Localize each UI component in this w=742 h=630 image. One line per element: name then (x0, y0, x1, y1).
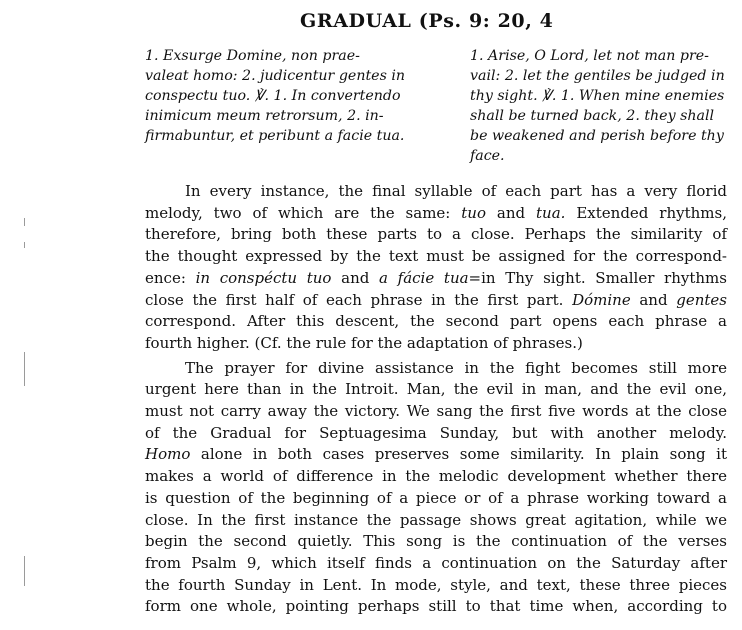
text-line: correspond. After this descent, the second part opens each phrase a (145, 312, 727, 331)
text-line: of the Gradual for Septuagesima Sunday, but with another melody. (145, 423, 727, 442)
text-line: The prayer for divine assistance in the fight becomes still more (185, 358, 727, 377)
paragraph-1 (145, 181, 727, 355)
latin-text-column (145, 46, 427, 146)
text-line: melody, two of which are the same: tuo and tua. Extended rhythms, (145, 203, 727, 222)
text-line: fourth higher. (Cf. the rule for the adaptation of phrases.) (145, 333, 583, 352)
text-line: begin the second quietly. This song is the continuation of the verses (145, 532, 727, 551)
page-title: GRADUAL (Ps. 9: 20, 4 (300, 10, 554, 32)
english-line: face. (470, 148, 505, 164)
text-line: ence: in conspéctu tuo and a fácie tua=in Thy sight. Smaller rhythms (145, 268, 727, 287)
text-line: form one whole, pointing perhaps still to that time when, according to (145, 597, 727, 616)
text-line: urgent here than in the Introit. Man, the evil in man, and the evil one, (145, 380, 727, 399)
scan-margin-mark (24, 242, 25, 248)
english-line: thy sight. ℣. 1. When mine enemies (470, 88, 725, 104)
text-line: makes a world of difference in the melodic development whether there (145, 467, 727, 486)
latin-line: inimicum meum retrorsum, 2. in- (145, 108, 384, 124)
text-line: from Psalm 9, which itself finds a continuation on the Saturday after (145, 553, 727, 572)
latin-line: conspectu tuo. ℣. 1. In convertendo (145, 88, 401, 104)
english-line: vail: 2. let the gentiles be judged in (470, 68, 725, 84)
text-line: In every instance, the final syllable of each part has a very florid (185, 182, 727, 200)
scan-margin-mark (24, 556, 25, 586)
paragraph-2 (145, 358, 727, 618)
text-line: therefore, bring both these parts to a close. Perhaps the similarity of (145, 225, 727, 244)
text-line: the fourth Sunday in Lent. In mode, style, and text, these three pieces (145, 575, 727, 594)
english-line: 1. Arise, O Lord, let not man pre- (470, 48, 709, 64)
text-line: close. In the first instance the passage shows great agitation, while we (145, 510, 727, 529)
latin-line: firmabuntur, et peribunt a facie tua. (145, 128, 405, 144)
english-line: be weakened and perish before thy (470, 128, 724, 144)
latin-line: 1. Exsurge Domine, non prae- (145, 48, 360, 64)
scan-margin-mark (24, 352, 25, 386)
text-line: is question of the beginning of a piece or of a phrase working toward a (145, 488, 727, 507)
text-line: close the first half of each phrase in the first part. Dómine and gentes (145, 290, 727, 309)
latin-line: valeat homo: 2. judicentur gentes in (145, 68, 406, 84)
text-line: Homo alone in both cases preserves some similarity. In plain song it (145, 445, 727, 464)
commentary-body (145, 181, 727, 618)
text-line: must not carry away the victory. We sang the first five words at the close (145, 402, 727, 421)
english-line: shall be turned back, 2. they shall (470, 108, 715, 124)
scan-margin-mark (24, 218, 25, 226)
english-text-column (470, 46, 724, 166)
text-line: the thought expressed by the text must be assigned for the correspond- (145, 247, 727, 266)
